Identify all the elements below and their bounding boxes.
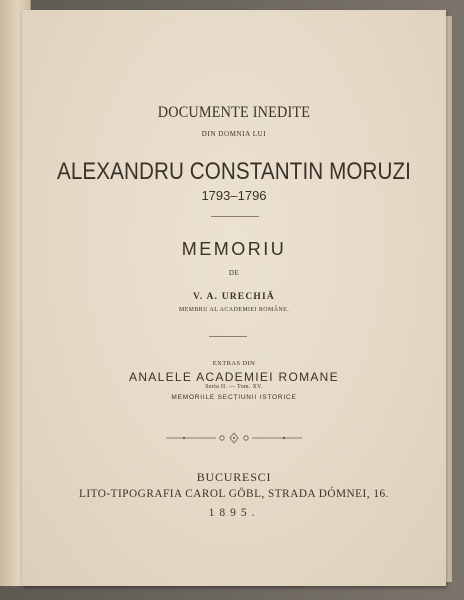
series-volume: Seria II. — Tom. XV. bbox=[205, 384, 263, 390]
divider-rule bbox=[211, 216, 259, 217]
by-label: DE bbox=[228, 269, 240, 277]
years: 1793–1796 bbox=[201, 188, 267, 203]
subtitle-din-domnia: DIN DOMNIA LUI bbox=[201, 130, 267, 138]
author-affiliation: MEMBRU AL ACADEMIEI ROMÂNE. bbox=[178, 307, 290, 313]
memoriu-heading: MEMORIU bbox=[181, 239, 287, 259]
main-title: ALEXANDRU CONSTANTIN MORUZI bbox=[57, 158, 411, 185]
subtitle-documente: DOCUMENTE INEDITE bbox=[157, 104, 311, 121]
page-stack-edge bbox=[446, 16, 452, 582]
extract-label: EXTRAS DIN bbox=[212, 360, 256, 367]
author-name: V. A. URECHIĂ bbox=[193, 292, 275, 302]
journal-title: ANALELE ACADEMIEI ROMANE bbox=[129, 370, 339, 384]
printer: LITO-TIPOGRAFIA CAROL GÖBL, STRADA DÓMNEI, 16. bbox=[79, 488, 389, 500]
city: BUCURESCI bbox=[196, 470, 272, 484]
divider-rule bbox=[209, 336, 247, 337]
publication-year: 1895. bbox=[208, 507, 260, 519]
section-name: MEMORIILE SECȚIUNII ISTORICE bbox=[171, 394, 297, 401]
title-page bbox=[22, 10, 446, 586]
ornament-icon bbox=[164, 432, 304, 444]
